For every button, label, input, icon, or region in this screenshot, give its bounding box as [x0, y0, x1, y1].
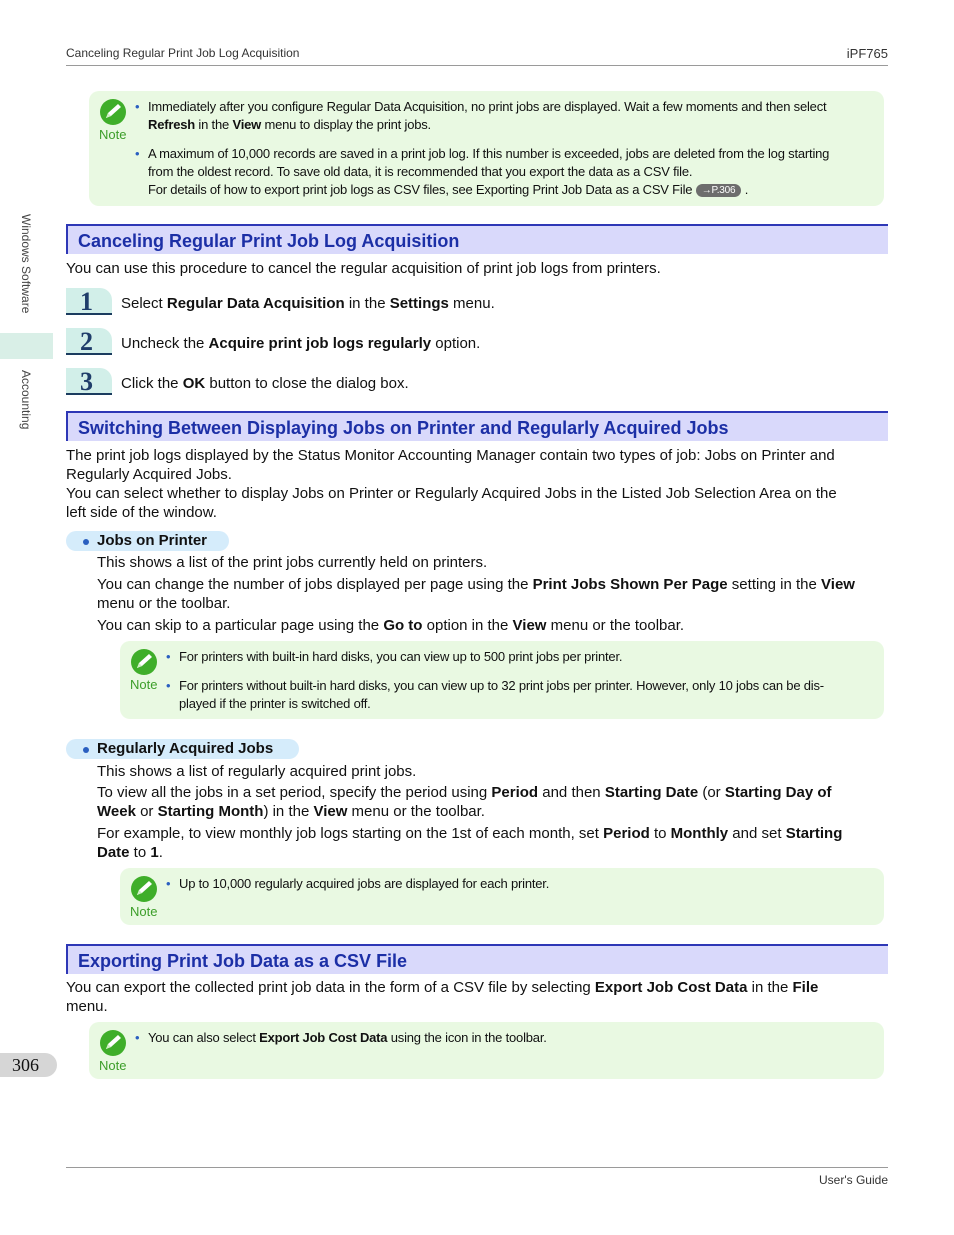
section-paragraph: You can export the collected print job data in the form of a CSV file by selecting Export Job Cost Data in the File menu.: [66, 979, 819, 1015]
bullet-dot: [83, 747, 89, 753]
section-intro: You can use this procedure to cancel the regular acquisition of print job logs from printers.: [66, 260, 661, 277]
body-paragraph: You can skip to a particular page using the Go to option in the View menu or the toolbar.: [97, 617, 685, 634]
subsection-title: Jobs on Printer: [97, 532, 208, 549]
bullet-dot: •: [135, 146, 140, 161]
section-title: Switching Between Displaying Jobs on Printer and Regularly Acquired Jobs: [78, 418, 729, 438]
note-label: Note: [99, 127, 127, 142]
body-paragraph: To view all the jobs in a set period, specify the period using Period and then Starting Date (or Starting Day of Week or Starting Month) in the View menu or the toolbar.: [97, 784, 832, 820]
step-text: Click the OK button to close the dialog box.: [121, 375, 409, 392]
subsection-heading: [66, 739, 299, 759]
step-number: 2: [66, 328, 112, 355]
note-bullet-text: For printers with built-in hard disks, you can view up to 500 print jobs per printer.: [179, 649, 623, 664]
note-pencil-icon: [129, 647, 159, 677]
header-rule: [66, 65, 888, 66]
bullet-dot: [83, 539, 89, 545]
section-heading: [66, 411, 888, 441]
section-paragraph: The print job logs displayed by the Status Monitor Accounting Manager contain two types of job: Jobs on Printer and Regularly Acquired Jobs. You can select whether to display Jobs on Printer or Regularly Acquired Jobs in the Listed Job Selection Area on the left side of the window.: [66, 447, 837, 521]
step-number: 3: [66, 368, 112, 395]
note-box: [120, 868, 884, 925]
note-box: [89, 91, 884, 206]
page-number: 306: [0, 1053, 57, 1077]
section-heading: [66, 944, 888, 974]
footer-guide-title: User's Guide: [819, 1173, 888, 1187]
section-title: Exporting Print Job Data as a CSV File: [78, 951, 408, 971]
note-bullet-text: Immediately after you configure Regular Data Acquisition, no print jobs are displayed. Wait a few moments and then select Refresh in the View menu to display the print jobs.: [148, 99, 827, 132]
running-header-model: iPF765: [846, 46, 888, 61]
sidebar-chapter: Windows Software: [19, 214, 33, 314]
note-pencil-icon: [129, 874, 159, 904]
footer-rule: [66, 1167, 888, 1168]
note-box: [120, 641, 884, 719]
running-header-title: Canceling Regular Print Job Log Acquisition: [66, 46, 300, 60]
note-pencil-icon: [98, 1028, 128, 1058]
note-box: [89, 1022, 884, 1079]
bullet-dot: •: [166, 649, 171, 664]
bullet-dot: •: [166, 678, 171, 693]
body-paragraph: This shows a list of regularly acquired print jobs.: [97, 763, 417, 780]
note-label: Note: [130, 904, 158, 919]
body-paragraph: You can change the number of jobs displayed per page using the Print Jobs Shown Per Page setting in the View menu or the toolbar.: [97, 576, 855, 612]
step-number: 1: [66, 288, 112, 315]
page-reference-link[interactable]: →P.306: [696, 184, 742, 197]
note-bullet-text: For printers without built-in hard disks, you can view up to 32 print jobs per printer. However, only 10 jobs can be dis- played if the printer is switched off.: [179, 678, 824, 711]
note-label: Note: [99, 1058, 127, 1073]
section-heading: [66, 224, 888, 254]
step-text: Select Regular Data Acquisition in the Settings menu.: [121, 295, 495, 312]
bullet-dot: •: [135, 99, 140, 114]
sidebar-section: Accounting: [19, 370, 33, 430]
bullet-dot: •: [166, 876, 171, 891]
sidebar-tab: [0, 333, 53, 359]
note-bullet-text: You can also select Export Job Cost Data using the icon in the toolbar.: [148, 1030, 547, 1045]
note-pencil-icon: [98, 97, 128, 127]
subsection-heading: [66, 531, 229, 551]
step-text: Uncheck the Acquire print job logs regularly option.: [121, 335, 481, 352]
section-title: Canceling Regular Print Job Log Acquisition: [78, 231, 460, 251]
note-bullet-text: A maximum of 10,000 records are saved in a print job log. If this number is exceeded, jobs are deleted from the log starting from the oldest record. To save old data, it is recommended that you export the data as a CSV file. For details of how to export print job logs as CSV files, see Exporting Print Job Data as a CSV File →P.306 .: [148, 146, 830, 197]
body-paragraph: For example, to view monthly job logs starting on the 1st of each month, set Period to Monthly and set Starting Date to 1.: [97, 825, 843, 861]
bullet-dot: •: [135, 1030, 140, 1045]
note-label: Note: [130, 677, 158, 692]
body-paragraph: This shows a list of the print jobs currently held on printers.: [97, 554, 488, 571]
note-bullet-text: Up to 10,000 regularly acquired jobs are displayed for each printer.: [179, 876, 550, 891]
subsection-title: Regularly Acquired Jobs: [97, 740, 274, 757]
